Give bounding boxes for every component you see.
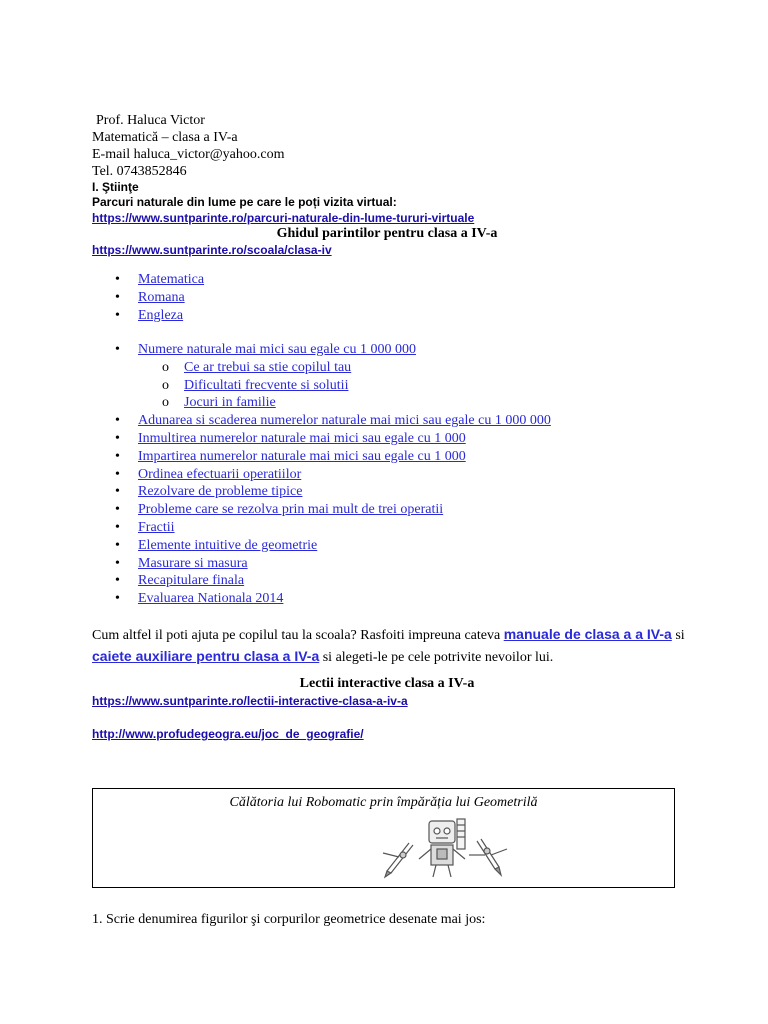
bullet-icon: • bbox=[115, 484, 120, 500]
bullet-icon: • bbox=[115, 555, 120, 571]
bullet-icon: • bbox=[115, 342, 120, 357]
sub-topic-list bbox=[138, 359, 551, 412]
paragraph-text: si bbox=[671, 628, 685, 643]
bullet-icon: • bbox=[115, 430, 120, 446]
topic-link[interactable]: Rezolvare de probleme tipice bbox=[138, 484, 303, 500]
subject-link[interactable]: Romana bbox=[138, 289, 185, 305]
geography-game-link[interactable]: http://www.profudegeogra.eu/joc_de_geografie/ bbox=[92, 727, 364, 741]
list-item bbox=[92, 466, 551, 484]
author-name: Prof. Haluca Victor bbox=[96, 113, 205, 128]
list-item bbox=[92, 572, 551, 590]
subject-list bbox=[92, 271, 204, 324]
list-item bbox=[92, 590, 551, 608]
subject-link[interactable]: Matematica bbox=[138, 272, 205, 287]
list-item bbox=[92, 537, 551, 555]
list-item bbox=[92, 341, 551, 412]
topic-link[interactable]: Elemente intuitive de geometrie bbox=[138, 537, 318, 553]
circle-bullet-icon: o bbox=[162, 359, 169, 375]
exercise-text: 1. Scrie denumirea figurilor şi corpurilor geometrice desenate mai jos: bbox=[92, 912, 486, 927]
list-item bbox=[138, 394, 551, 412]
robomatic-box bbox=[92, 788, 675, 888]
list-item bbox=[138, 359, 551, 377]
list-item bbox=[92, 448, 551, 466]
email-line: E-mail haluca_victor@yahoo.com bbox=[92, 147, 285, 162]
list-item bbox=[92, 483, 551, 501]
subject-line: Matematică – clasa a IV-a bbox=[92, 130, 238, 145]
bullet-icon: • bbox=[115, 591, 120, 607]
bullet-icon: • bbox=[115, 502, 120, 518]
lessons-link[interactable]: https://www.suntparinte.ro/lectii-interactive-clasa-a-iv-a bbox=[92, 694, 408, 708]
help-paragraph bbox=[92, 624, 692, 668]
bullet-icon: • bbox=[115, 537, 120, 553]
robot-pencil-illustration bbox=[373, 815, 523, 879]
list-item bbox=[92, 501, 551, 519]
phone-line: Tel. 0743852846 bbox=[92, 164, 187, 179]
topic-link[interactable]: Adunarea si scaderea numerelor naturale mai mici sau egale cu 1 000 000 bbox=[138, 413, 551, 429]
topic-link[interactable]: Numere naturale mai mici sau egale cu 1 000 000 bbox=[138, 342, 416, 357]
list-item bbox=[138, 377, 551, 395]
textbooks-link[interactable]: manuale de clasa a a IV-a bbox=[503, 626, 672, 642]
section-heading: I. Ştiinţe bbox=[92, 180, 139, 194]
topic-link[interactable]: Masurare si masura bbox=[138, 555, 248, 571]
topic-link[interactable]: Ordinea efectuarii operatiilor bbox=[138, 466, 302, 482]
bullet-icon: • bbox=[115, 448, 120, 464]
parks-text: Parcuri naturale din lume pe care le poți vizita virtual: bbox=[92, 195, 397, 209]
topic-link[interactable]: Probleme care se rezolva prin mai mult de trei operatii bbox=[138, 502, 444, 518]
circle-bullet-icon: o bbox=[162, 395, 169, 411]
bullet-icon: • bbox=[115, 289, 120, 305]
paragraph-text: si alegeti-le pe cele potrivite nevoilor lui. bbox=[319, 650, 554, 665]
list-item bbox=[92, 519, 551, 537]
list-item bbox=[92, 412, 551, 430]
sub-topic-link[interactable]: Dificultati frecvente si solutii bbox=[184, 377, 349, 393]
topic-link[interactable]: Fractii bbox=[138, 519, 175, 535]
topic-list bbox=[92, 341, 551, 608]
bullet-icon: • bbox=[115, 413, 120, 429]
bullet-icon: • bbox=[115, 466, 120, 482]
paragraph-text: Cum altfel il poti ajuta pe copilul tau la scoala? Rasfoiti impreuna cateva bbox=[92, 628, 504, 643]
circle-bullet-icon: o bbox=[162, 377, 169, 393]
box-title: Călătoria lui Robomatic prin împărăția lui Geometrilă bbox=[229, 795, 538, 810]
topic-link[interactable]: Impartirea numerelor naturale mai mici sau egale cu 1 000 bbox=[138, 448, 466, 464]
list-item bbox=[92, 430, 551, 448]
bullet-icon: • bbox=[115, 573, 120, 589]
sub-topic-link[interactable]: Ce ar trebui sa stie copilul tau bbox=[184, 359, 352, 375]
topic-link[interactable]: Inmultirea numerelor naturale mai mici sau egale cu 1 000 bbox=[138, 430, 466, 446]
lessons-title: Lectii interactive clasa a IV-a bbox=[299, 676, 475, 691]
list-item bbox=[92, 307, 204, 325]
topic-link[interactable]: Recapitulare finala bbox=[138, 573, 245, 589]
guide-title: Ghidul parintilor pentru clasa a IV-a bbox=[276, 226, 498, 241]
list-item bbox=[92, 271, 204, 289]
parks-link[interactable]: https://www.suntparinte.ro/parcuri-naturale-din-lume-tururi-virtuale bbox=[92, 211, 475, 225]
list-item bbox=[92, 289, 204, 307]
bullet-icon: • bbox=[115, 272, 120, 287]
list-item bbox=[92, 555, 551, 573]
bullet-icon: • bbox=[115, 519, 120, 535]
guide-link[interactable]: https://www.suntparinte.ro/scoala/clasa-iv bbox=[92, 243, 332, 257]
topic-link[interactable]: Evaluarea Nationala 2014 bbox=[138, 591, 284, 607]
subject-link[interactable]: Engleza bbox=[138, 307, 184, 323]
workbooks-link[interactable]: caiete auxiliare pentru clasa a IV-a bbox=[92, 648, 320, 664]
sub-topic-link[interactable]: Jocuri in familie bbox=[184, 395, 276, 411]
bullet-icon: • bbox=[115, 307, 120, 323]
